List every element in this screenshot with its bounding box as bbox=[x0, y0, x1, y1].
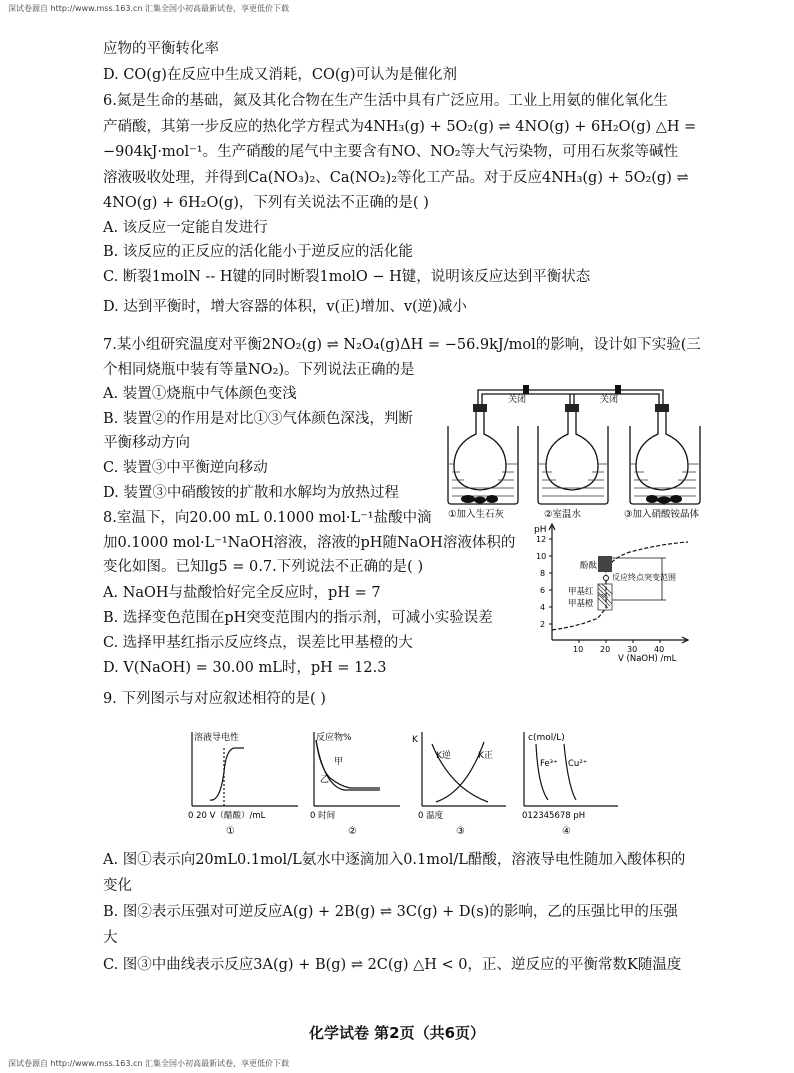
valve-label: 关闭 bbox=[508, 395, 527, 405]
option-c: C. 选择甲基红指示反应终点，误差比甲基橙的大 bbox=[103, 635, 413, 651]
chart-2-series-b: 乙 bbox=[320, 775, 330, 785]
text-line: −904kJ·mol⁻¹。生产硝酸的尾气中主要含有NO、NO₂等大气污染物，可用石灰浆等碱性 bbox=[103, 144, 679, 160]
page-title: 化学试卷 第2页（共6页） bbox=[308, 1024, 486, 1042]
option-b: B. 图②表示压强对可逆反应A(g) + 2B(g) ⇌ 3C(g) + D(s)的影响，乙的压强比甲的压强 bbox=[103, 904, 678, 920]
text-line: 7.某小组研究温度对平衡2NO₂(g) ⇌ N₂O₄(g)ΔH = −56.9kJ/mol的影响，设计如下实验(三 bbox=[103, 337, 701, 353]
text-line: 8.室温下，向20.00 mL 0.1000 mol·L⁻¹盐酸中滴 bbox=[103, 510, 432, 526]
chart-4-series-a: Fe³⁺ bbox=[540, 759, 558, 769]
label-phenolphthalein: 酚酞 bbox=[580, 561, 598, 571]
chart-4-ylabel: c(mol/L) bbox=[528, 733, 565, 743]
page-footer-watermark: 深试卷源自 http://www.mss.163.cn 汇集全国小初高最新试卷，享更低价下载 bbox=[8, 1059, 289, 1068]
y-tick: 2 bbox=[540, 620, 546, 629]
chart-4-series-b: Cu²⁺ bbox=[568, 759, 588, 769]
chart-3-series-b: K正 bbox=[478, 751, 493, 761]
text-line: 变化 bbox=[103, 878, 132, 894]
option-d: D. 装置③中硝酸铵的扩散和水解均为放热过程 bbox=[103, 485, 399, 501]
text-line: 平衡移动方向 bbox=[103, 435, 190, 451]
option-c: C. 图③中曲线表示反应3A(g) + B(g) ⇌ 2C(g) △H < 0，正、逆反应的平衡常数K随温度 bbox=[103, 957, 682, 973]
chart-3-number: ③ bbox=[456, 826, 465, 837]
label-methyl-red: 甲基红 bbox=[568, 587, 594, 597]
option-a: A. 该反应一定能自发进行 bbox=[103, 220, 268, 236]
option-d: D. V(NaOH) = 30.00 mL时，pH = 12.3 bbox=[103, 660, 387, 676]
text-line: 9. 下列图示与对应叙述相符的是( ) bbox=[103, 691, 326, 707]
chart-3 bbox=[406, 728, 516, 838]
caption-1: ①加入生石灰 bbox=[448, 509, 505, 520]
page-header-watermark: 深试卷源自 http://www.mss.163.cn 汇集全国小初高最新试卷，享更低价下载 bbox=[8, 4, 289, 13]
text-line: 加0.1000 mol·L⁻¹NaOH溶液，溶液的pH随NaOH溶液体积的 bbox=[103, 535, 516, 551]
chart-2-ylabel: 反应物% bbox=[316, 733, 352, 743]
label-jump-range: 反应终点突变范围 bbox=[612, 573, 676, 582]
chart-4 bbox=[514, 728, 629, 838]
chart-3-series-a: K逆 bbox=[436, 751, 451, 761]
label-methyl-orange: 甲基橙 bbox=[568, 599, 594, 609]
y-tick: 6 bbox=[540, 586, 546, 595]
chart-1 bbox=[180, 728, 305, 838]
x-tick: 10 bbox=[573, 645, 584, 654]
x-tick: 20 bbox=[600, 645, 611, 654]
chart-2-series-a: 甲 bbox=[334, 757, 344, 767]
option-c: C. 装置③中平衡逆向移动 bbox=[103, 460, 268, 476]
option-c: C. 断裂1molN -- H键的同时断裂1molO − H键，说明该反应达到平衡状态 bbox=[103, 269, 591, 285]
text-line: 4NO(g) + 6H₂O(g)，下列有关说法不正确的是( ) bbox=[103, 195, 429, 211]
chart-2-xaxis: 0 时间 bbox=[310, 811, 336, 821]
y-axis-label: pH bbox=[534, 525, 547, 535]
chart-4-xaxis: 012345678 pH bbox=[522, 811, 586, 821]
y-tick: 4 bbox=[540, 603, 546, 612]
titration-figure bbox=[520, 522, 700, 662]
text-line: 大 bbox=[103, 930, 118, 946]
text-line: D. CO(g)在反应中生成又消耗，CO(g)可认为是催化剂 bbox=[103, 67, 457, 83]
option-a: A. 图①表示向20mL0.1mol/L氨水中逐滴加入0.1mol/L醋酸，溶液导电性随加入酸体积的 bbox=[103, 852, 686, 868]
chart-2-number: ② bbox=[348, 826, 357, 837]
apparatus-figure bbox=[440, 376, 702, 520]
caption-3: ③加入硝酸铵晶体 bbox=[624, 509, 700, 520]
y-tick: 10 bbox=[536, 552, 547, 561]
caption-2: ②室温水 bbox=[544, 509, 582, 520]
chart-1-xaxis: 0 20 V（醋酸）/mL bbox=[188, 811, 266, 821]
chart-1-ylabel: 溶液导电性 bbox=[194, 733, 240, 743]
chart-1-number: ① bbox=[226, 826, 235, 837]
option-d: D. 达到平衡时，增大容器的体积，v(正)增加、v(逆)减小 bbox=[103, 299, 467, 315]
option-b: B. 选择变色范围在pH突变范围内的指示剂，可减小实验误差 bbox=[103, 610, 493, 626]
x-tick: 30 bbox=[627, 645, 638, 654]
text-line: 6.氮是生命的基础，氮及其化合物在生产生活中具有广泛应用。工业上用氨的催化氧化生 bbox=[103, 93, 668, 109]
text-line: 变化如图。已知lg5 = 0.7.下列说法不正确的是( ) bbox=[103, 559, 424, 575]
option-b: B. 装置②的作用是对比①③气体颜色深浅，判断 bbox=[103, 411, 413, 427]
chart-4-number: ④ bbox=[562, 826, 571, 837]
option-a: A. NaOH与盐酸恰好完全反应时，pH = 7 bbox=[103, 585, 381, 601]
x-tick: 40 bbox=[654, 645, 665, 654]
text-line: 个相同烧瓶中装有等量NO₂)。下列说法正确的是 bbox=[103, 362, 415, 378]
valve-label: 关闭 bbox=[600, 395, 619, 405]
text-line: 产硝酸，其第一步反应的热化学方程式为4NH₃(g) + 5O₂(g) ⇌ 4NO(g) + 6H₂O(g) △H = bbox=[103, 119, 697, 135]
option-b: B. 该反应的正反应的活化能小于逆反应的活化能 bbox=[103, 244, 413, 260]
text-line: 溶液吸收处理，并得到Ca(NO₃)₂、Ca(NO₂)₂等化工产品。对于反应4NH₃(g) + 5O₂(g) ⇌ bbox=[103, 170, 689, 186]
x-axis-label: V (NaOH) /mL bbox=[618, 654, 677, 662]
chart-2 bbox=[300, 728, 410, 838]
y-tick: 12 bbox=[536, 535, 547, 544]
option-a: A. 装置①烧瓶中气体颜色变浅 bbox=[103, 386, 297, 402]
y-tick: 8 bbox=[540, 569, 546, 578]
chart-3-xaxis: 0 温度 bbox=[418, 811, 444, 821]
text-line: 应物的平衡转化率 bbox=[103, 41, 219, 57]
chart-3-ylabel: K bbox=[412, 735, 418, 745]
